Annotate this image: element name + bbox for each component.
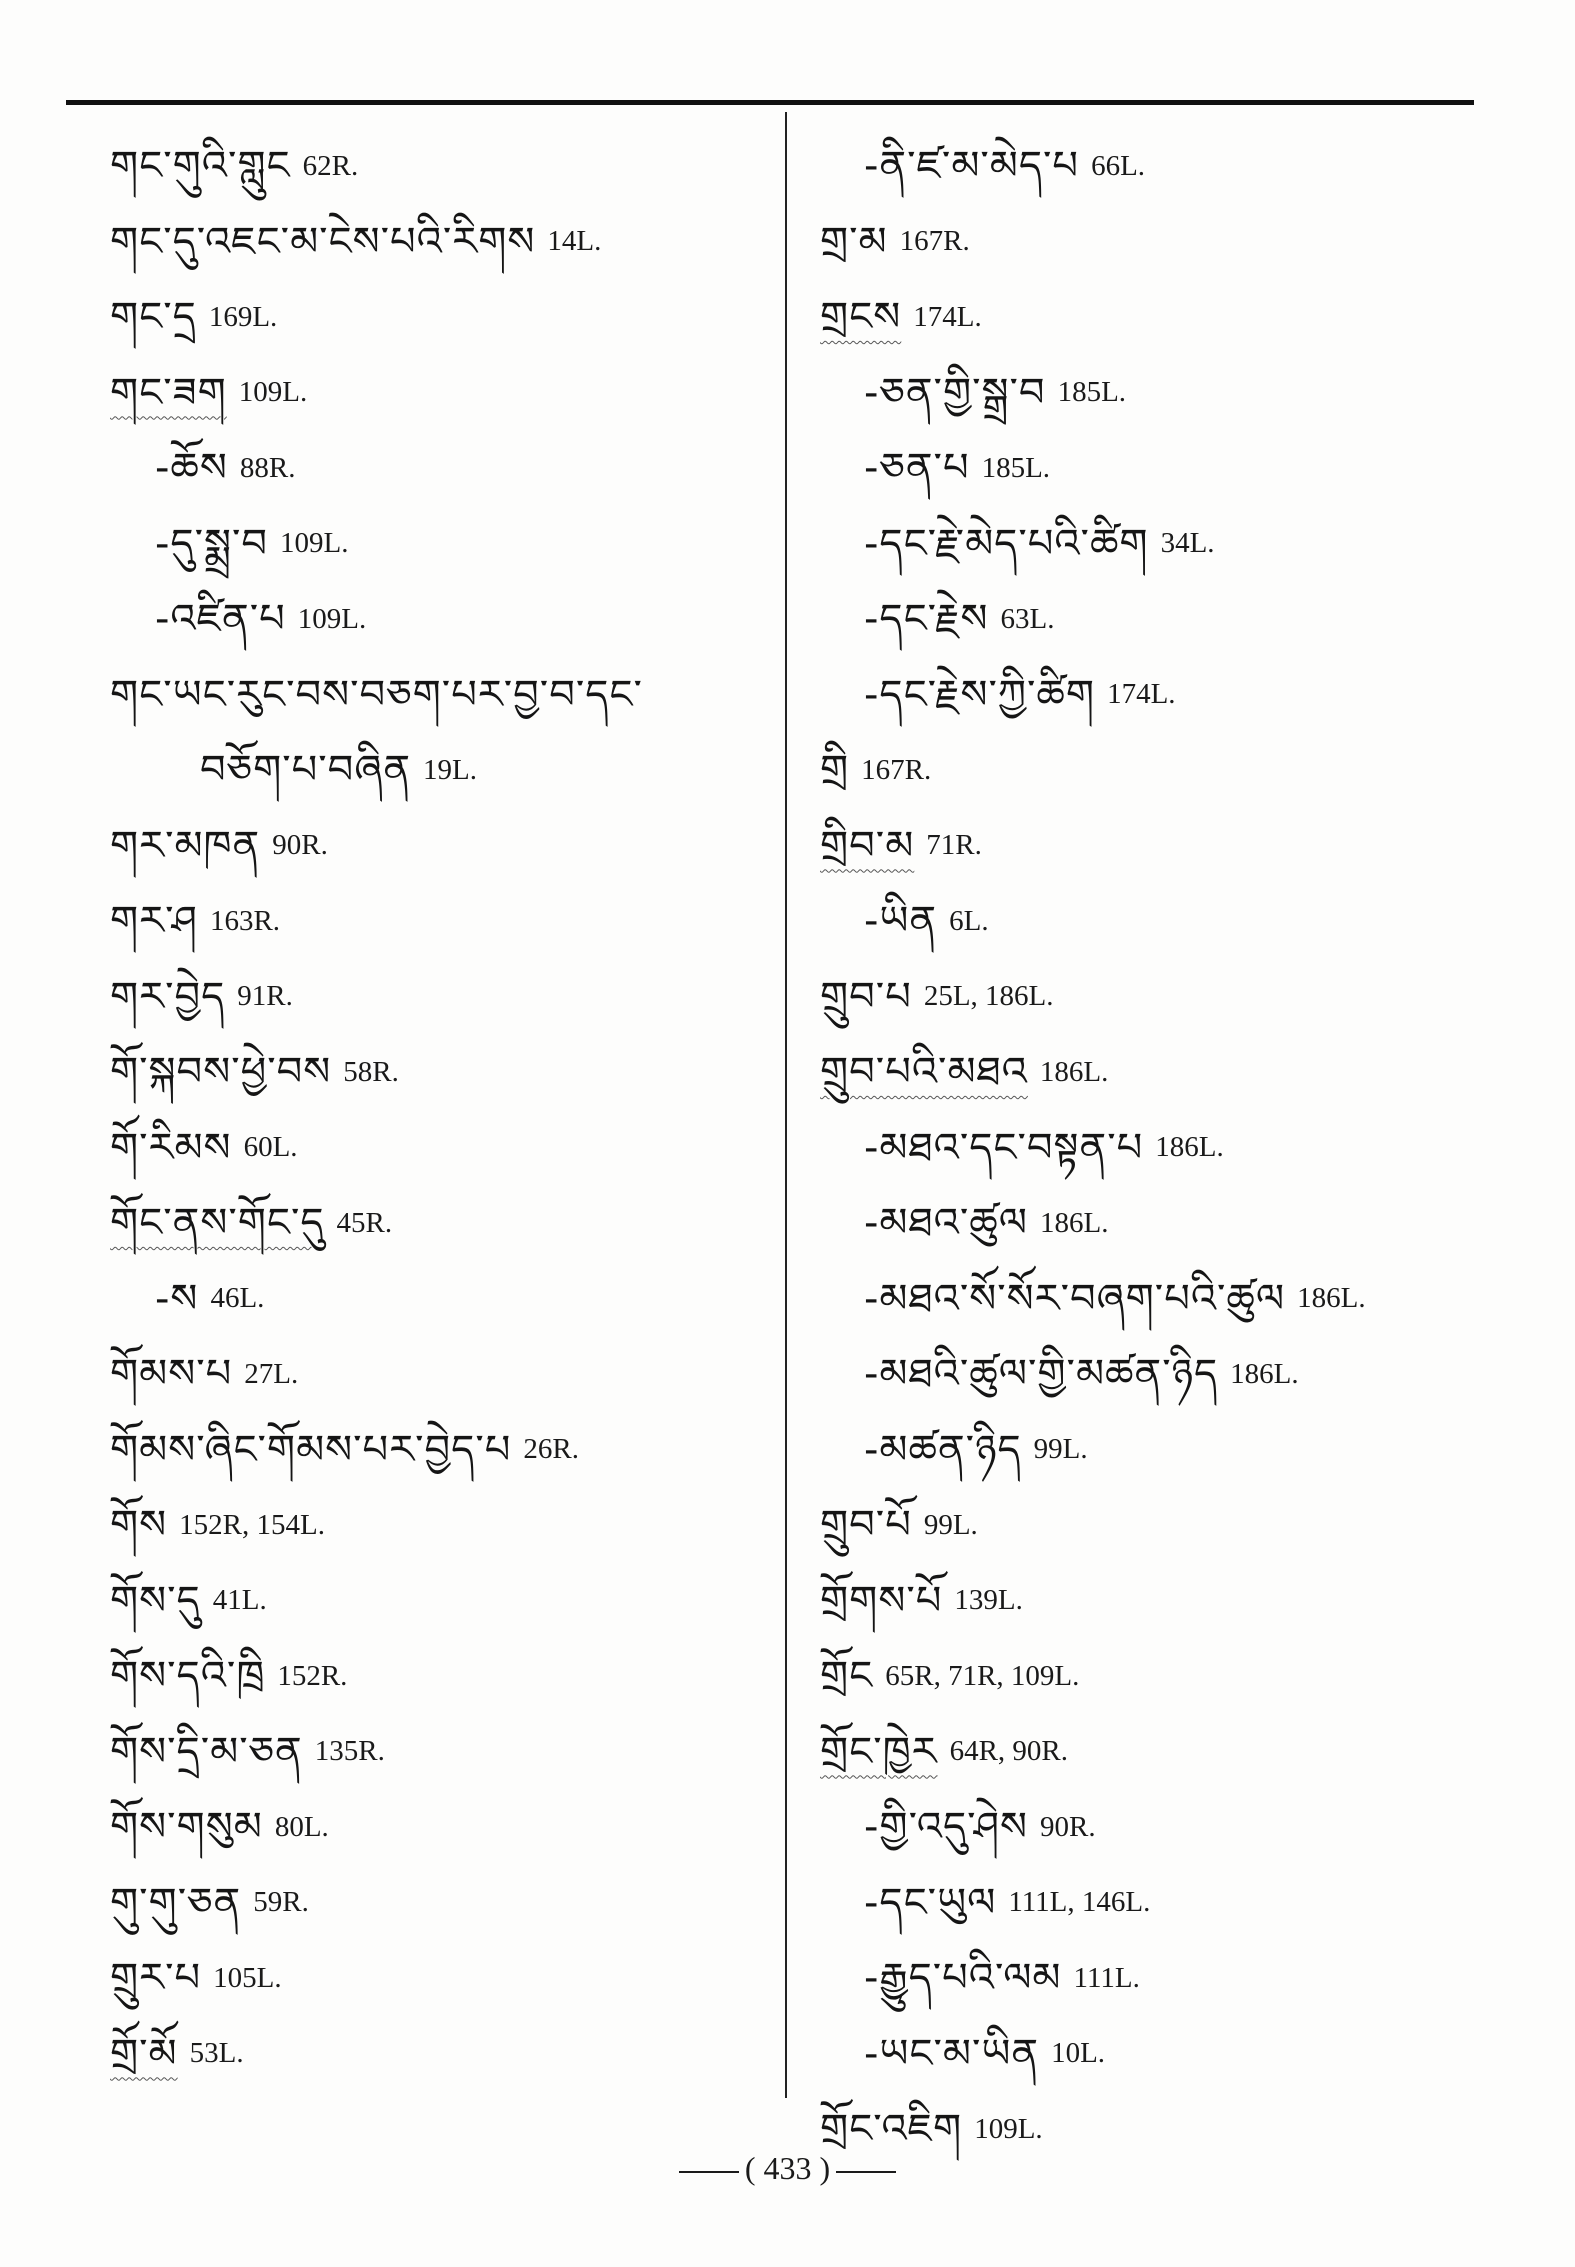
headword: གང་གུའི་གླུང [110, 142, 291, 189]
page-reference: 109L. [238, 376, 308, 409]
page-reference: 185L. [981, 451, 1051, 484]
index-entry [820, 204, 1460, 280]
headword: གྲུབ་པ [820, 973, 912, 1020]
index-entry [110, 1865, 770, 1941]
index-entry [820, 2016, 1460, 2092]
headword: -མཐའ་སོ་སོར་བཞག་པའི་ཚུལ [864, 1275, 1286, 1322]
headword: -དང་ཡུལ [864, 1879, 997, 1926]
headword: གྲ་མ [820, 218, 888, 265]
headword: གྲི [820, 746, 850, 793]
index-entry [110, 657, 770, 733]
index-entry [110, 1487, 770, 1563]
page-reference: 109L. [974, 2112, 1043, 2145]
index-entry [820, 1865, 1460, 1941]
headword: གོས་དའི་ཁྲི [110, 1652, 266, 1699]
page-reference: 62R. [302, 149, 359, 182]
page-reference: 59R. [253, 1886, 309, 1919]
headword: གོ་སྐབས་ཕྱེ་བས [110, 1048, 332, 1095]
headword: གོང་ནས་གོང་དུ [110, 1199, 325, 1246]
headword: -དང་རྗེ་མེད་པའི་ཚིག [864, 520, 1149, 567]
headword: གྲོང [820, 1652, 874, 1699]
page-reference: 105L. [213, 1961, 282, 1994]
headword: གྲུབ་པོ [820, 1501, 912, 1548]
index-entry [110, 883, 770, 959]
headword: གང་ཡང་རུང་བས་བཅག་པར་བྱ་བ་དང་ [110, 671, 643, 718]
page-reference: 169L. [208, 300, 278, 333]
page-reference: 186L. [1230, 1357, 1299, 1390]
page-reference: 27L. [244, 1357, 299, 1390]
page-reference: 88R. [239, 451, 296, 484]
page-reference: 186L. [1039, 1055, 1109, 1088]
headword: -མཚན་ཉིད [864, 1426, 1022, 1473]
headword: གྲོགས་པོ [820, 1577, 943, 1624]
index-entry [820, 128, 1460, 204]
index-entry [110, 128, 770, 204]
page-reference: 63L. [1000, 602, 1055, 635]
headword: -འཛིན་པ [155, 595, 286, 642]
page-reference: 90R. [272, 829, 328, 862]
index-entry [110, 1110, 770, 1186]
index-entry [820, 1714, 1460, 1790]
index-entry [820, 959, 1460, 1035]
headword: -ནི་ཛ་མ་མེད་པ [864, 142, 1080, 189]
right-column [820, 128, 1460, 2167]
index-entry [820, 1638, 1460, 1714]
headword: གྲུབ་པའི་མཐའ [820, 1048, 1028, 1095]
page-reference: 64R, 90R. [949, 1735, 1068, 1768]
footer-dash-left [679, 2171, 739, 2173]
index-entry [110, 1789, 770, 1865]
headword: གོས་དྲི་མ་ཅན [110, 1728, 303, 1775]
page-reference: 152R, 154L. [179, 1508, 325, 1541]
footer-dash-right [836, 2171, 896, 2173]
page-reference: 109L. [280, 527, 349, 560]
index-entry [110, 732, 770, 808]
left-column [110, 128, 770, 2091]
headword: -དང་རྗེས [864, 595, 989, 642]
headword: གོ་རིམས [110, 1124, 232, 1171]
headword: གང་ཟག [110, 369, 227, 416]
index-entry [110, 808, 770, 884]
headword: གར་ཤ [110, 897, 198, 944]
page-reference: 66L. [1091, 149, 1146, 182]
page-reference: 174L. [1107, 678, 1176, 711]
page-reference: 60L. [243, 1131, 298, 1164]
headword: གར་བྱེད [110, 973, 226, 1020]
page-reference: 109L. [297, 602, 367, 635]
page-reference: 174L. [913, 300, 982, 333]
page-reference: 26R. [523, 1433, 579, 1466]
index-entry [820, 657, 1460, 733]
index-entry [110, 1185, 770, 1261]
top-rule [66, 100, 1474, 105]
page-footer [0, 2150, 1575, 2187]
page-reference: 6L. [949, 904, 989, 937]
index-entry [820, 1110, 1460, 1186]
headword: གོས་གསུམ [110, 1803, 263, 1850]
page-number: ( 433 ) [744, 2150, 831, 2186]
page-reference: 58R. [343, 1055, 399, 1088]
index-entry [820, 1789, 1460, 1865]
page-reference: 90R. [1040, 1810, 1096, 1843]
page-reference: 80L. [274, 1810, 329, 1843]
headword: -ས [155, 1275, 199, 1322]
page-reference: 186L. [1040, 1206, 1109, 1239]
page-reference: 41L. [212, 1584, 267, 1617]
page-reference: 34L. [1160, 527, 1215, 560]
index-entry [110, 1034, 770, 1110]
headword: གོམས་ཞིང་གོམས་པར་བྱེད་པ [110, 1426, 512, 1473]
index-entry [820, 1487, 1460, 1563]
index-entry [820, 430, 1460, 506]
page-reference: 46L. [210, 1282, 265, 1315]
index-entry [820, 1261, 1460, 1337]
page-reference: 135R. [314, 1735, 385, 1768]
headword: -ཅན་པ [864, 444, 970, 491]
index-entry [820, 279, 1460, 355]
index-entry [820, 732, 1460, 808]
page-reference: 19L. [423, 753, 477, 786]
headword: -ཆོས [155, 444, 228, 491]
index-entry [820, 355, 1460, 431]
index-entry [110, 279, 770, 355]
headword: གྲོང་ཁྱེར [820, 1728, 938, 1775]
index-entry [820, 1185, 1460, 1261]
headword: གོས [110, 1501, 168, 1548]
page-reference: 167R. [861, 753, 932, 786]
headword: གང་དྲ [110, 293, 197, 340]
headword: -ཡང་མ་ཡིན [864, 2030, 1040, 2077]
page-reference: 186L. [1297, 1282, 1366, 1315]
index-entry [820, 1940, 1460, 2016]
index-entry [820, 1336, 1460, 1412]
index-entry [110, 2016, 770, 2092]
column-divider [785, 112, 787, 2098]
index-entry [110, 355, 770, 431]
index-entry [820, 1034, 1460, 1110]
index-entry [820, 1412, 1460, 1488]
headword: གྲིབ་མ [820, 822, 915, 869]
index-entry [110, 1336, 770, 1412]
index-entry [110, 1638, 770, 1714]
headword: -ཡིན [864, 897, 938, 944]
headword: གྲོ་མོ [110, 2030, 178, 2077]
index-entry [820, 506, 1460, 582]
index-entry [820, 808, 1460, 884]
index-entry [110, 959, 770, 1035]
page-reference: 111L. [1073, 1961, 1140, 1994]
page-reference: 163R. [209, 904, 281, 937]
headword: གྲུར་པ [110, 1954, 202, 2001]
index-entry [110, 1261, 770, 1337]
index-entry [110, 1940, 770, 2016]
headword: -དུ་སྨྲ་བ [155, 520, 269, 567]
page-reference: 139L. [954, 1584, 1023, 1617]
page-reference: 14L. [547, 225, 602, 258]
headword: གྲངས [820, 293, 902, 340]
headword: -མཐའ་དང་བསྟན་པ [864, 1124, 1144, 1171]
headword: གོམས་པ [110, 1350, 233, 1397]
page-reference: 99L. [923, 1508, 978, 1541]
page-reference: 186L. [1155, 1131, 1224, 1164]
index-entry [820, 1563, 1460, 1639]
page-reference: 10L. [1051, 2037, 1106, 2070]
headword: -རྒྱུད་པའི་ལམ [864, 1954, 1062, 2001]
index-entry [820, 581, 1460, 657]
headword: -མཐའ་ཚུལ [864, 1199, 1028, 1246]
page-reference: 91R. [237, 980, 293, 1013]
headword: -མཐའི་ཚུལ་གྱི་མཚན་ཉིད [864, 1350, 1219, 1397]
page-reference: 45R. [336, 1206, 393, 1239]
page-reference: 152R. [277, 1659, 348, 1692]
headword: གར་མཁན [110, 822, 261, 869]
index-entry [820, 883, 1460, 959]
page-reference: 65R, 71R, 109L. [885, 1659, 1080, 1692]
headword: བཅོག་པ་བཞིན [200, 746, 411, 793]
index-entry [110, 430, 770, 506]
headword: -དང་རྗེས་ཀྱི་ཚིག [864, 671, 1096, 718]
page-reference: 167R. [899, 225, 970, 258]
page-reference: 111L, 146L. [1008, 1886, 1151, 1919]
page-reference: 185L. [1057, 376, 1127, 409]
headword: གྲོང་འཇིག [820, 2105, 963, 2152]
page-reference: 25L, 186L. [923, 980, 1054, 1013]
index-entry [110, 1412, 770, 1488]
headword: གུ་གུ་ཅན [110, 1879, 242, 1926]
page-reference: 71R. [926, 829, 982, 862]
headword: -གྱི་འདུ་ཤེས [864, 1803, 1029, 1850]
index-entry [110, 204, 770, 280]
page-reference: 53L. [189, 2037, 244, 2070]
page-reference: 99L. [1033, 1433, 1088, 1466]
index-entry [110, 1563, 770, 1639]
index-entry [110, 1714, 770, 1790]
headword: གོས་དུ [110, 1577, 201, 1624]
index-entry [110, 581, 770, 657]
headword: གང་དུ་འཇང་མ་ངེས་པའི་རིགས [110, 218, 536, 265]
headword: -ཅན་གྱི་སྒྲ་བ [864, 369, 1046, 416]
index-entry [110, 506, 770, 582]
